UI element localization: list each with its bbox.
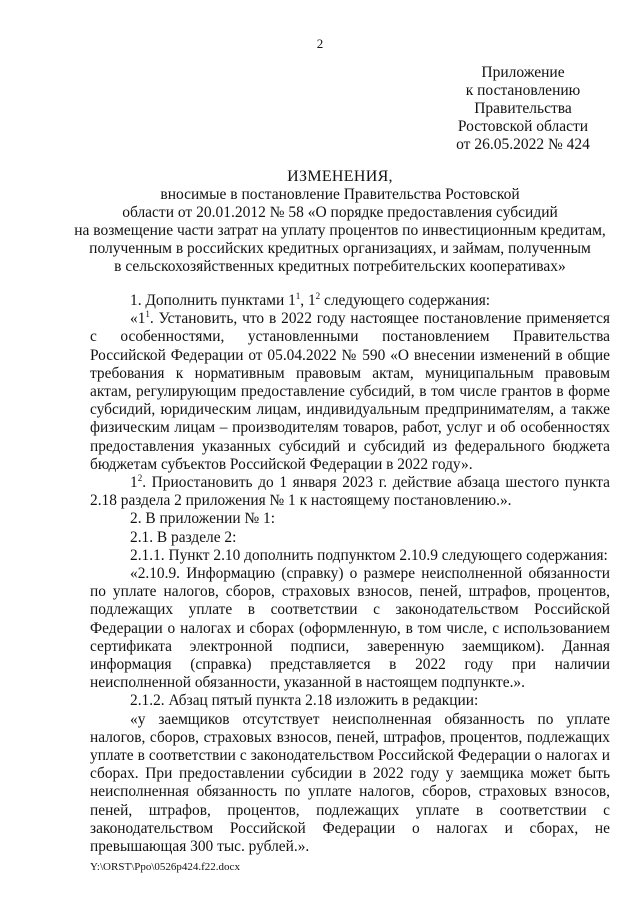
title-line: в сельскохозяйственных кредитных потребительских кооперативах» [114,258,566,275]
title-line: полученным в российских кредитных организациях, и займам, полученным [89,240,591,257]
paragraph-7: «2.10.9. Информацию (справку) о размере неисполненной обязанности по уплате налогов, сборов, страховых взносов, пеней, штрафов, процентов, подлежащих уплате в соответствии с законодательством Российской Федерации о налогах и сборах (оформленную, в том числе, с использованием сертификата электронной подписи, заверенную заемщиком). Данная информация (справка) представляется в 2022 году при наличии неисполненной обязанности, указанной в настоящем подпункте.». [90,565,610,692]
paragraph-4: 2. В приложении № 1: [130,510,275,528]
paragraph-3: $1^2$. Приостановить до 1 января 2023 г. действие абзаца шестого пункта 2.18 раздела 2 приложения № 1 к настоящему постановлению.». [90,473,610,510]
paragraph-9: «у заемщиков отсутствует неисполненная обязанность по уплате налогов, сборов, страховых взносов, пеней, штрафов, процентов, подлежащих уплате в соответствии с законодательством Российской Федерации о налогах и сборах. При предоставлении субсидии в 2022 году у заемщика может быть неисполненная обязанность по уплате налогов, сборов, страховых взносов, пеней, штрафов, процентов, подлежащих уплате в соответствии с законодательством Российской Федерации о налогах и сборах, не превышающая 300 тыс. рублей.». [90,710,610,856]
paragraph-5: 2.1. В разделе 2: [130,528,237,546]
appendix-line: Правительства [474,100,572,117]
appendix-line: к постановлению [465,82,581,99]
appendix-line: Приложение [481,64,565,81]
paragraph-8: 2.1.2. Абзац пятый пункта 2.18 изложить в редакции: [130,692,479,710]
title-line: области от 20.01.2012 № 58 «О порядке предоставления субсидий [122,204,558,221]
paragraph-2: «$1^1$. Установить, что в 2022 году настоящее постановление применяется с особенностями, установленными постановлением Правительства Российской Федерации от 05.04.2022 № 590 «О внесении изменений в общие требования к нормативным правовым актам, муниципальным правовым актам, регулирующим предоставление субсидий, в том числе грантов в форме субсидий, юридическим лицам, индивидуальным предпринимателям, а также физическим лицам – производителям товаров, работ, услуг и об особенностях предоставления указанных субсидий и субсидий из федерального бюджета бюджетам субъектов Российской Федерации в 2022 году». [90,309,610,473]
title-line: вносимые в постановление Правительства Ростовской [160,186,520,203]
file-path-footer: Y:\ORST\Ppo\0526p424.f22.docx [90,861,240,873]
title-heading: ИЗМЕНЕНИЯ, [287,168,393,185]
page-number: 2 [316,36,324,51]
appendix-block [430,64,616,154]
title-line: на возмещение части затрат на уплату процентов по инвестиционным кредитам, [74,222,606,239]
document-title [64,168,616,276]
appendix-line: Ростовской области [457,118,589,135]
appendix-line: от 26.05.2022 № 424 [456,136,590,153]
paragraph-1: 1. Дополнить пунктами $1^1$, $1^2$ следующего содержания: [130,291,491,309]
paragraph-6: 2.1.1. Пункт 2.10 дополнить подпунктом 2.10.9 следующего содержания: [130,546,608,564]
document-body [90,292,610,856]
